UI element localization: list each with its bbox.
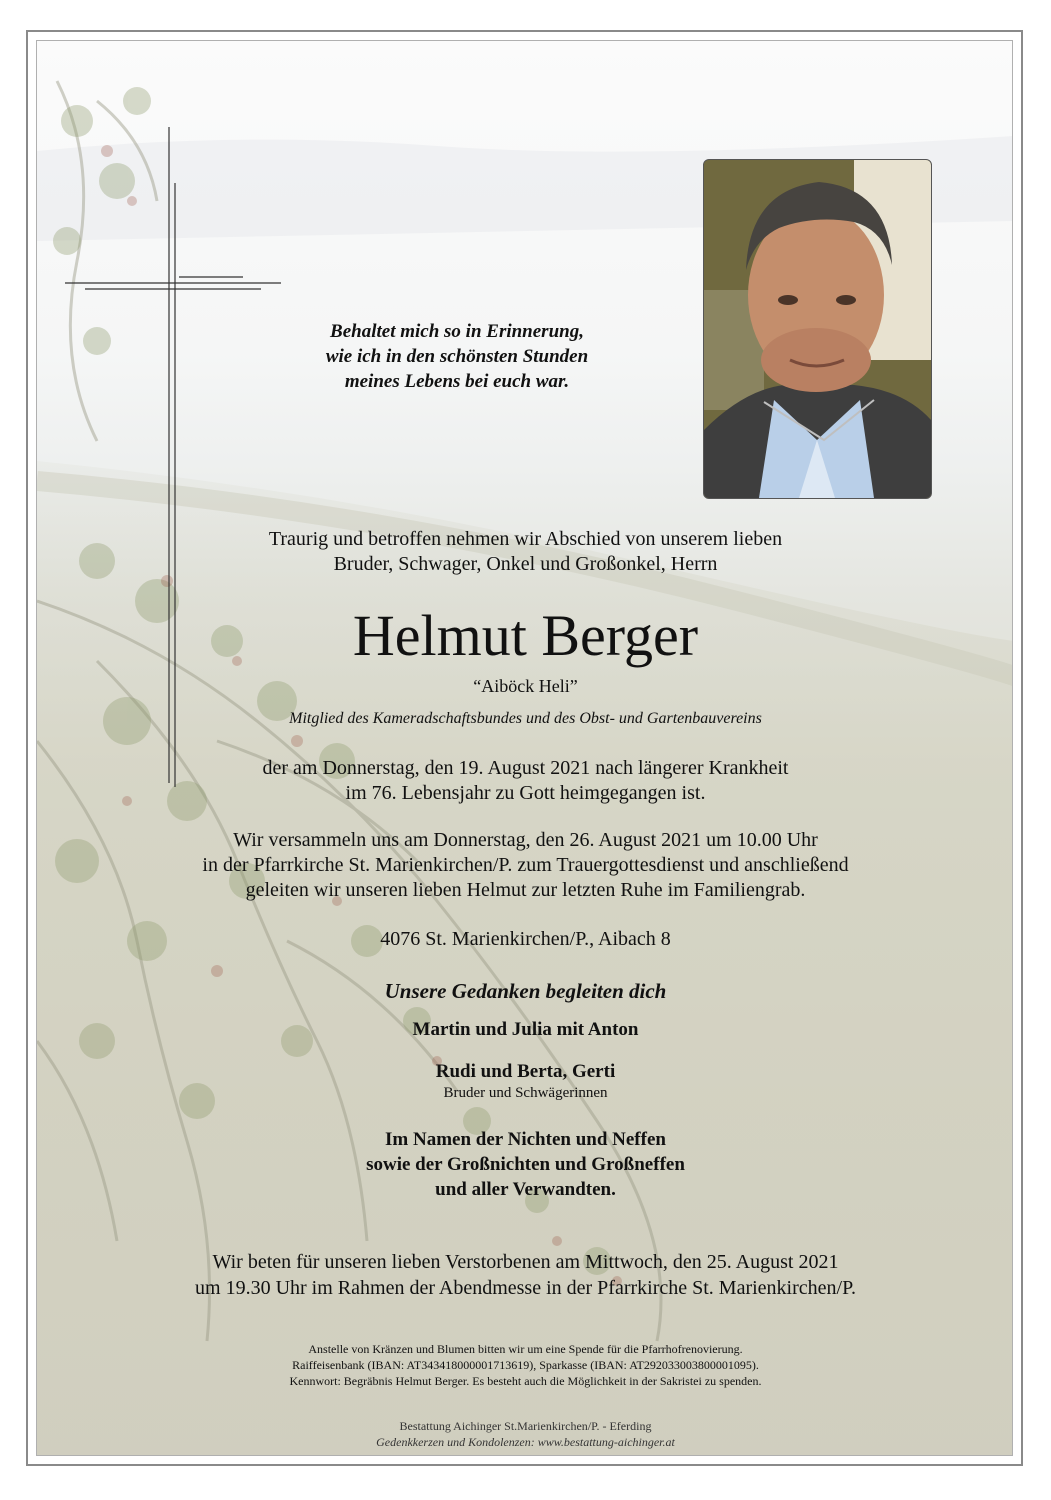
other-relatives xyxy=(37,1127,1013,1202)
intro-line: Traurig und betroffen nehmen wir Abschied von unserem lieben xyxy=(268,528,783,550)
obituary-card xyxy=(36,40,1013,1456)
memorial-poem xyxy=(267,319,647,394)
mourner-group-1: Martin und Julia mit Anton xyxy=(412,1019,639,1040)
poem-line: wie ich in den schönsten Stunden xyxy=(325,346,589,367)
home-address: 4076 St. Marienkirchen/P., Aibach 8 xyxy=(380,928,671,950)
intro-text xyxy=(37,527,1013,577)
mourner-group-2-relation: Bruder und Schwägerinnen xyxy=(443,1085,608,1101)
thoughts-heading: Unsere Gedanken begleiten dich xyxy=(384,979,667,1003)
poem-line: Behaltet mich so in Erinnerung, xyxy=(330,321,584,342)
funeral-home-footer xyxy=(37,1418,1013,1450)
death-line: im 76. Lebensjahr zu Gott heimgegangen ist. xyxy=(345,782,706,804)
deceased-nickname: “Aiböck Heli” xyxy=(473,676,578,696)
death-notice xyxy=(37,756,1013,806)
deceased-name: Helmut Berger xyxy=(352,603,699,668)
funeral-line: geleiten wir unseren lieben Helmut zur letzten Ruhe im Familiengrab. xyxy=(245,879,806,901)
poem-line: meines Lebens bei euch war. xyxy=(344,371,570,392)
intro-line: Bruder, Schwager, Onkel und Großonkel, Herrn xyxy=(333,553,718,575)
membership-text: Mitglied des Kameradschaftsbundes und des Obst- und Gartenbauvereins xyxy=(289,710,762,727)
relatives-line: Im Namen der Nichten und Neffen xyxy=(385,1129,666,1150)
relatives-line: und aller Verwandten. xyxy=(435,1179,616,1200)
funeral-details xyxy=(37,828,1013,903)
mourner-group-2: Rudi und Berta, Gerti xyxy=(435,1061,616,1082)
donation-line: Raiffeisenbank (IBAN: AT343418000001713619), Sparkasse (IBAN: AT292033003800001095). xyxy=(292,1358,759,1372)
relatives-line: sowie der Großnichten und Großneffen xyxy=(366,1154,685,1175)
prayer-notice xyxy=(37,1249,1013,1301)
death-line: der am Donnerstag, den 19. August 2021 nach längerer Krankheit xyxy=(262,757,789,779)
funeral-line: Wir versammeln uns am Donnerstag, den 26. August 2021 um 10.00 Uhr xyxy=(233,829,818,851)
donation-notice xyxy=(37,1341,1013,1389)
funeral-line: in der Pfarrkirche St. Marienkirchen/P. zum Trauergottesdienst und anschließend xyxy=(202,854,849,876)
donation-line: Kennwort: Begräbnis Helmut Berger. Es besteht auch die Möglichkeit in der Sakristei zu spenden. xyxy=(289,1374,762,1388)
condolence-website: Gedenkkerzen und Kondolenzen: www.bestattung-aichinger.at xyxy=(376,1435,675,1449)
deceased-portrait-photo xyxy=(703,159,932,499)
donation-line: Anstelle von Kränzen und Blumen bitten wir um eine Spende für die Pfarrhofrenovierung. xyxy=(308,1342,743,1356)
funeral-home-name: Bestattung Aichinger St.Marienkirchen/P. - Eferding xyxy=(399,1419,652,1433)
prayer-line: um 19.30 Uhr im Rahmen der Abendmesse in der Pfarrkirche St. Marienkirchen/P. xyxy=(195,1277,856,1299)
prayer-line: Wir beten für unseren lieben Verstorbenen am Mittwoch, den 25. August 2021 xyxy=(212,1251,839,1273)
